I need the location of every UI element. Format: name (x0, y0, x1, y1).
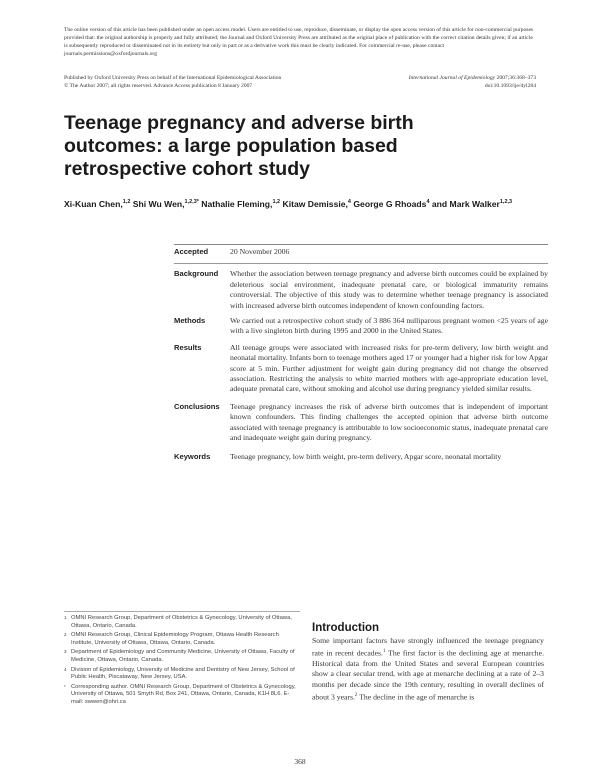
citation-ref: 1 (382, 648, 386, 654)
keywords-text: Teenage pregnancy, low birth weight, pre-term delivery, Apgar score, neonatal mortality (230, 451, 502, 461)
copyright-text: © The Author 2007; all rights reserved. Advance Access publication 8 January 2007 (64, 83, 253, 89)
author-list (64, 196, 536, 211)
publisher-line: Published by Oxford University Press on behalf of the International Epidemiological Association (64, 75, 282, 81)
volume-pages: 2007;36:368–373 (496, 75, 536, 81)
footnote: 2 OMNI Research Group, Clinical Epidemiology Program, Ottawa Health Research Institute, University of Ottawa, Ottawa, Ontario, Canada. (64, 632, 279, 646)
results-text: All teenage groups were associated with increased risks for pre-term delivery, low birth weight and neonatal mortality. Infants born to teenage mothers aged 17 or younger had a higher risk for low Apgar score at 5 min. Further adjustment for weight gain during pregnancy did not change the observed association. Restricting the analysis to white married mothers with age-appropriate education level, adequate prenatal care, without smoking and alcohol use during pregnancy yielded similar results. (230, 342, 548, 394)
conclusions-label: Conclusions (174, 401, 220, 411)
abstract-accepted (174, 245, 548, 264)
footnote: 1 OMNI Research Group, Department of Obstetrics & Gynecology, University of Ottawa, Ottawa, Ontario, Canada. (64, 615, 292, 629)
introduction-text: Some important factors have strongly influenced the teenage pregnancy rate in recent decades.$^1$ The first factor is the declining age at menarche. Historical data from the United States and several European countries show a clear secular trend, with age at menarche declining at a rate of 2–3 months per decade since the 19th century, resulting in overall declines of about 3 years.$^2$ The decline in the age of menarche is (312, 636, 544, 702)
author: and Mark Walker$^{1,2,3}$ (431, 198, 513, 209)
abstract-keywords (174, 444, 548, 462)
open-access-notice: The online version of this article has been published under an open access model. Users are entitled to use, reproduce, disseminate, or display the open access version of this article for non-commercial purposes provided that: the original authorship is properly and fully attributed; the Journal and Oxford University Press are attributed as the original place of publication with the correct citation details given; if an article is subsequently reproduced or disseminated not in its entirety but only in part or as a derivative work this must be clearly indicated. For commercial re-use, please contact journals.permissions@oxfordjournals.org (64, 27, 534, 58)
methods-text: We carried out a retrospective cohort study of 3 886 364 nulliparous pregnant women <25 years of age with a live singleton birth during 1995 and 2000 in the United States. (230, 316, 548, 336)
doi: doi:10.1093/ije/dyl284 (484, 83, 536, 89)
citation-ref: 2 (354, 692, 358, 698)
abstract-results (174, 337, 548, 395)
results-label: Results (174, 342, 202, 352)
conclusions-text: Teenage pregnancy increases the risk of adverse birth outcomes that is independent of important known confounders. This finding challenges the accepted opinion that adverse birth outcome associated with teenage pregnancy is attributable to low socioeconomic status, inadequate prenatal care and inadequate weight gain during pregnancy. (230, 401, 548, 443)
journal-name: International Journal of Epidemiology (408, 75, 496, 81)
footnote-rule (64, 611, 300, 612)
methods-label: Methods (174, 316, 206, 326)
author: Shi Wu Wen,$^{1,2,3*}$ (132, 198, 199, 209)
author: Nathalie Fleming,$^{1,2}$ (201, 198, 281, 209)
footnote: 4 Division of Epidemiology, University of Medicine and Dentistry of New Jersey, School of Public Health, Piscataway, New Jersey, USA. (64, 666, 295, 681)
author: George G Rhoads$^4$ (353, 198, 430, 209)
journal-citation (409, 74, 536, 82)
footnote: 3 Department of Epidemiology and Community Medicine, University of Ottawa, Faculty of Medicine, Ottawa, Ontario, Canada. (64, 649, 295, 663)
abstract-conclusions (174, 395, 548, 444)
abstract (174, 244, 548, 462)
background-text: Whether the association between teenage pregnancy and adverse birth outcomes could be explained by deleterious social environment, inadequate prenatal care, or biological immaturity remains controversial. The objective of this study was to determine whether teenage pregnancy is associated with increased adverse birth outcomes independent of known confounding factors. (230, 269, 548, 310)
accepted-label: Accepted (174, 247, 209, 256)
keywords-label: Keywords (174, 451, 211, 461)
abstract-methods (174, 311, 548, 337)
publication-line (64, 74, 536, 82)
page-number: 368 (294, 757, 306, 766)
abstract-background (174, 264, 548, 311)
article-title: Teenage pregnancy and adverse birth outcomes: a large population based retrospective cohort study (64, 112, 414, 180)
accepted-date: 20 November 2006 (230, 247, 290, 256)
copyright-line (64, 82, 536, 90)
affiliation-footnotes (64, 615, 300, 709)
background-label: Background (174, 269, 219, 279)
author: Xi-Kuan Chen,$^{1,2}$ (64, 198, 131, 209)
footnote: * Corresponding author. OMNI Research Group, Department of Obstetrics & Gynecology, University of Ottawa, 501 Smyth Rd, Box 241, Ottawa, Ontario, Canada, K1H 8L6. E-mail: swwen@ohri.ca (64, 683, 296, 705)
introduction-heading: Introduction (312, 622, 380, 634)
author: Kitaw Demissie,$^4$ (282, 198, 351, 209)
